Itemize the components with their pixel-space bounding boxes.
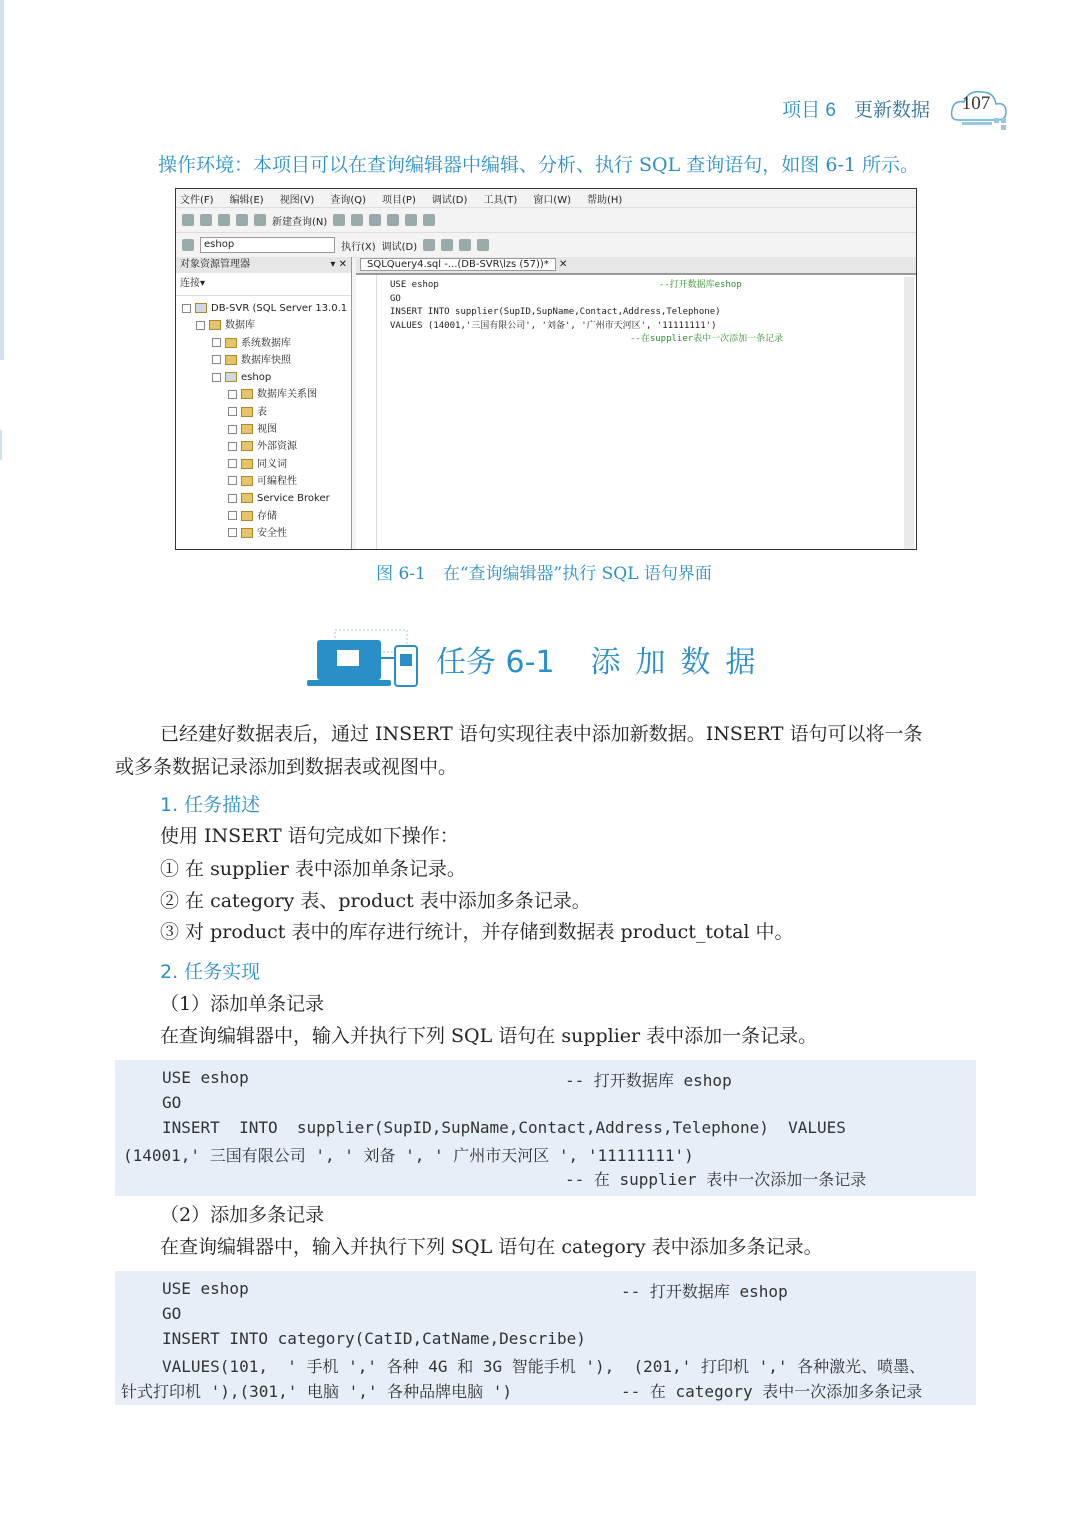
menu-bar [176,189,916,208]
parse-icon[interactable] [423,239,435,251]
menu-item[interactable]: 编辑(E) [229,194,264,206]
tree-label: 可编程性 [257,475,297,487]
menu-item[interactable]: 文件(F) [180,194,214,206]
menu-item[interactable]: 调试(D) [431,194,468,206]
task-number: 任务 6-1 [436,645,555,680]
code-line: (14001,' 三国有限公司 ', ' 刘备 ', ' 广州市天河区 ', '11111111') [123,1146,694,1165]
tree-label: 视图 [257,424,277,436]
tree-label: eshop [241,372,272,384]
tree-node[interactable] [182,421,351,438]
chapter-title: 更新数据 [853,98,930,121]
tree-label: 系统数据库 [241,337,291,349]
code-block [115,1271,976,1405]
menu-item[interactable]: 帮助(H) [587,194,623,206]
sql-toolbar [176,233,916,258]
code-line: GO [162,1093,182,1112]
figure-caption: 图 6-1 在“查询编辑器”执行 SQL 语句界面 [376,564,712,584]
code-line: USE eshop [162,1068,249,1087]
editor-tab[interactable]: SQLQuery4.sql -...(DB-SVR\lzs (57))* ✕ [356,257,916,275]
page-number: 107 [961,93,991,114]
close-icon[interactable]: ▾ ✕ [330,259,347,270]
tree-node-databases[interactable] [182,317,351,334]
connect-button[interactable]: 连接▾ [176,273,351,296]
code-comment: --在supplier表中一次添加一条记录 [630,334,784,344]
tree-node[interactable] [182,508,351,525]
code-line: GO [390,293,401,304]
code-line: USE eshop [390,280,439,290]
new-project-icon[interactable] [218,214,230,226]
tree-label: 数据库 [225,320,255,332]
editor-code[interactable] [356,275,916,347]
tree-node[interactable] [182,335,351,352]
tree-label: 数据库关系图 [257,389,317,401]
tree-node[interactable] [182,473,351,490]
tree-label: 同义词 [257,458,287,470]
cloud-icon [948,88,1008,128]
database-select[interactable]: eshop [200,237,335,253]
back-icon[interactable] [182,214,194,226]
menu-item[interactable]: 窗口(W) [533,194,572,206]
editor-tab-label: SQLQuery4.sql -...(DB-SVR\lzs (57))* [360,258,556,271]
redo-icon[interactable] [423,214,435,226]
code-line: GO [162,1304,182,1323]
menu-item[interactable]: 查询(Q) [330,194,367,206]
tree-node[interactable] [182,386,351,403]
project-label: 项目 6 [782,99,836,121]
code-line: VALUES (14001,'三国有限公司', '刘备', '广州市天河区', '11111111') [390,320,717,331]
tree-label: 数据库快照 [241,354,291,366]
task-name: 添加数据 [590,645,771,680]
code-line: INSERT INTO supplier(SupID,SupName,Contact,Address,Telephone) VALUES [162,1118,846,1137]
paragraph: 使用 INSERT 语句完成如下操作： [160,825,459,847]
cut-icon[interactable] [369,214,381,226]
execute-button[interactable]: 执行(X) [341,241,376,253]
new-query-button[interactable]: 新建查询(N) [272,216,328,228]
step-title: （2）添加多条记录 [160,1204,325,1226]
comment-icon[interactable] [459,239,471,251]
code-comment: -- 在 supplier 表中一次添加一条记录 [565,1170,867,1189]
section-heading: 1. 任务描述 [160,794,261,816]
connect-icon[interactable] [182,239,194,251]
code-line: INSERT INTO category(CatID,CatName,Describe) [162,1329,586,1348]
save-icon[interactable] [236,214,248,226]
code-line: INSERT INTO supplier(SupID,SupName,Contact,Address,Telephone) [390,307,721,317]
query-icon[interactable] [333,214,345,226]
object-explorer-label: 对象资源管理器 [180,259,250,270]
list-item: ③ 对 product 表中的库存进行统计，并存储到数据表 product_total 中。 [160,921,794,943]
tree-label: 外部资源 [257,441,297,453]
page-edge-bar [0,430,2,460]
tree-label: 表 [257,406,267,418]
code-line: 针式打印机 '),(301,' 电脑 ',' 各种品牌电脑 ') [121,1382,513,1401]
code-line: VALUES(101, ' 手机 ',' 各种 4G 和 3G 智能手机 '), (201,' 打印机 ',' 各种激光、喷墨、 [162,1357,926,1376]
toolbar [176,208,916,233]
tree-label: Service Broker [257,493,330,505]
tree-label: 安全性 [257,527,287,539]
tree-node[interactable] [182,404,351,421]
tree-node[interactable] [182,490,351,507]
object-tree [176,296,351,542]
list-item: ① 在 supplier 表中添加单条记录。 [160,858,466,880]
code-line: USE eshop [162,1279,249,1298]
ssms-screenshot [175,188,917,550]
page-header [782,88,1008,128]
results-icon[interactable] [441,239,453,251]
code-comment: -- 打开数据库 eshop [621,1282,788,1301]
tree-node-eshop[interactable] [182,369,351,386]
query-editor[interactable] [356,257,916,549]
step-title: （1）添加单条记录 [160,993,325,1015]
undo-icon[interactable] [405,214,417,226]
editor-scrollbar[interactable] [904,277,914,549]
paragraph: 在查询编辑器中，输入并执行下列 SQL 语句在 supplier 表中添加一条记录。 [160,1025,818,1047]
forward-icon[interactable] [200,214,212,226]
tree-label: DB-SVR (SQL Server 13.0.1 [211,303,348,314]
tree-node[interactable] [182,456,351,473]
code-comment: -- 打开数据库 eshop [565,1071,732,1090]
indent-icon[interactable] [477,239,489,251]
tree-label: 存储 [257,510,277,522]
code-block [115,1060,976,1196]
task-banner [305,628,771,690]
tree-node[interactable] [182,352,351,369]
debug-button[interactable]: 调试(D) [381,241,418,253]
tree-node[interactable] [182,438,351,455]
page-edge-bar [0,0,4,360]
intro-text: 或多条数据记录添加到数据表或视图中。 [115,756,458,778]
save-all-icon[interactable] [254,214,266,226]
tree-node[interactable] [182,525,351,542]
copy-icon[interactable] [387,214,399,226]
menu-item[interactable]: 工具(T) [483,194,518,206]
menu-item[interactable]: 视图(V) [279,194,315,206]
object-explorer-title [176,257,351,273]
object-explorer [176,257,352,549]
paragraph: 在查询编辑器中，输入并执行下列 SQL 语句在 category 表中添加多条记录。 [160,1236,823,1258]
query-icon[interactable] [351,214,363,226]
environment-note: 操作环境：本项目可以在查询编辑器中编辑、分析、执行 SQL 查询语句，如图 6-1 所示。 [158,154,919,176]
code-comment: -- 在 category 表中一次添加多条记录 [621,1382,923,1401]
code-comment: --打开数据库eshop [658,280,742,290]
section-heading: 2. 任务实现 [160,961,261,983]
intro-text: 已经建好数据表后，通过 INSERT 语句实现往表中添加新数据。INSERT 语句可以将一条 [160,723,923,745]
laptop-phone-icon [305,628,430,690]
list-item: ② 在 category 表、product 表中添加多条记录。 [160,890,591,912]
menu-item[interactable]: 项目(P) [382,194,416,206]
tree-node-server[interactable] [182,300,351,317]
